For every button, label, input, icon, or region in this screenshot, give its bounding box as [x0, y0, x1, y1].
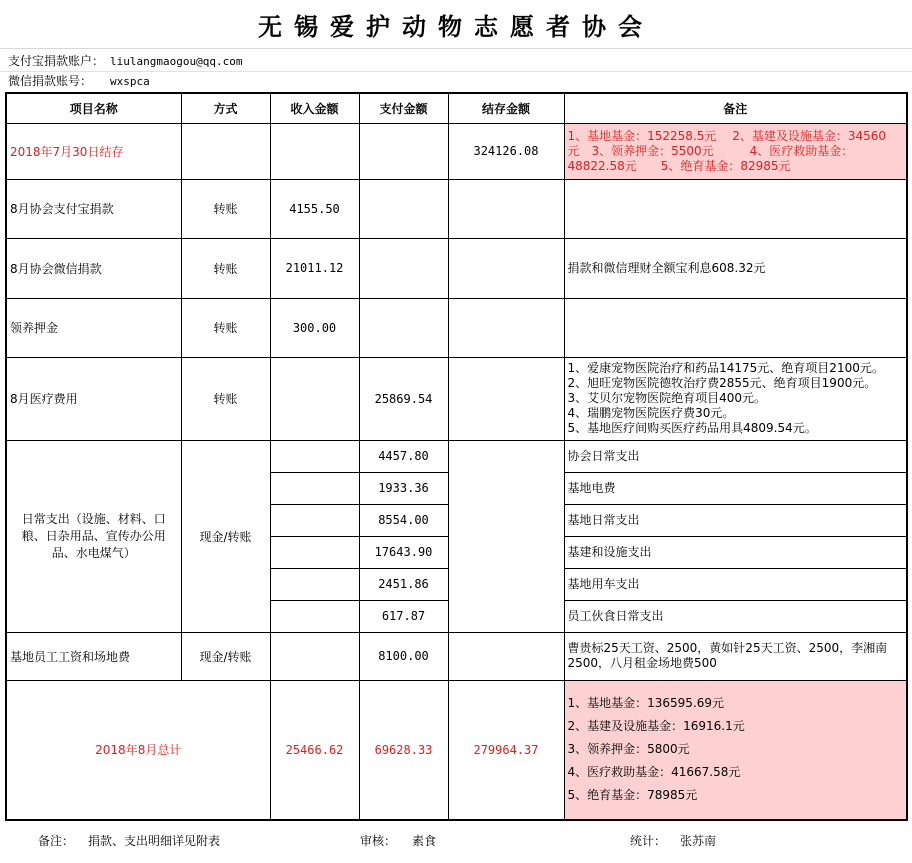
table-row: [6, 680, 907, 820]
salary-note[interactable]: [564, 632, 907, 680]
daily-pay[interactable]: 8554.00: [359, 504, 448, 536]
review-value[interactable]: 素食: [412, 834, 437, 848]
wechat-name[interactable]: 8月协会微信捐款: [6, 238, 181, 298]
salary-name[interactable]: 基地员工工资和场地费: [6, 632, 181, 680]
carry-note-line: 1、基地基金：152258.5元 2、基建及设施基金：34560: [567, 128, 887, 143]
wechat-value[interactable]: wxspca: [110, 75, 150, 88]
table-row: [6, 123, 907, 179]
carry-name[interactable]: 2018年7月30日结存: [6, 123, 181, 179]
daily-balance[interactable]: [448, 440, 564, 632]
daily-income[interactable]: [270, 504, 359, 536]
total-name[interactable]: 2018年8月总计: [6, 680, 270, 820]
header-income[interactable]: 收入金额: [270, 93, 359, 123]
daily-note[interactable]: 基地日常支出: [564, 504, 907, 536]
carry-note-line: 元 3、领养押金：5500元 4、医疗救助基金：: [567, 143, 854, 158]
salary-note-line: 2500，八月租金场地费500: [567, 656, 717, 670]
daily-pay[interactable]: 2451.86: [359, 568, 448, 600]
wechat-account: [8, 71, 150, 91]
table-row: [6, 238, 907, 298]
medical-pay[interactable]: 25869.54: [359, 357, 448, 440]
daily-income[interactable]: [270, 440, 359, 472]
wechat-pay[interactable]: [359, 238, 448, 298]
carry-balance[interactable]: 324126.08: [448, 123, 564, 179]
header-payment[interactable]: 支付金额: [359, 93, 448, 123]
salary-balance[interactable]: [448, 632, 564, 680]
total-income[interactable]: 25466.62: [270, 680, 359, 820]
daily-pay[interactable]: 17643.90: [359, 536, 448, 568]
deposit-balance[interactable]: [448, 298, 564, 357]
deposit-method[interactable]: 转账: [181, 298, 270, 357]
salary-income[interactable]: [270, 632, 359, 680]
carry-income[interactable]: [270, 123, 359, 179]
table-row: [6, 298, 907, 357]
table-row: [6, 632, 907, 680]
table-row: [6, 357, 907, 440]
medical-note-line: 1、爱康宠物医院治疗和药品14175元、绝育项目2100元。: [567, 361, 884, 375]
total-pay[interactable]: 69628.33: [359, 680, 448, 820]
deposit-name[interactable]: 领养押金: [6, 298, 181, 357]
header-row: [6, 93, 907, 123]
carry-method[interactable]: [181, 123, 270, 179]
wechat-method[interactable]: 转账: [181, 238, 270, 298]
table-row: [6, 440, 907, 472]
daily-note[interactable]: 基建和设施支出: [564, 536, 907, 568]
header-balance[interactable]: 结存金额: [448, 93, 564, 123]
daily-income[interactable]: [270, 568, 359, 600]
medical-note-line: 5、基地医疗间购买医疗药品用具4809.54元。: [567, 421, 817, 435]
alipay-method[interactable]: 转账: [181, 179, 270, 238]
medical-balance[interactable]: [448, 357, 564, 440]
wechat-income[interactable]: 21011.12: [270, 238, 359, 298]
finance-table: [5, 92, 908, 821]
footer-stat: [630, 827, 716, 855]
deposit-pay[interactable]: [359, 298, 448, 357]
alipay-income[interactable]: 4155.50: [270, 179, 359, 238]
page-title: 无锡爱护动物志愿者协会: [0, 0, 912, 49]
daily-note[interactable]: 员工伙食日常支出: [564, 600, 907, 632]
header-method[interactable]: 方式: [181, 93, 270, 123]
daily-pay[interactable]: 1933.36: [359, 472, 448, 504]
alipay-note[interactable]: [564, 179, 907, 238]
carry-pay[interactable]: [359, 123, 448, 179]
daily-income[interactable]: [270, 536, 359, 568]
alipay-value[interactable]: liulangmaogou@qq.com: [110, 55, 243, 68]
total-balance[interactable]: 279964.37: [448, 680, 564, 820]
daily-pay[interactable]: 617.87: [359, 600, 448, 632]
alipay-account: [8, 51, 242, 71]
daily-note[interactable]: 基地用车支出: [564, 568, 907, 600]
wechat-balance[interactable]: [448, 238, 564, 298]
daily-pay[interactable]: 4457.80: [359, 440, 448, 472]
daily-name[interactable]: 日常支出（设施、材料、口粮、日杂用品、宣传办公用品、水电煤气）: [6, 440, 181, 632]
carry-note-line: 48822.58元 5、绝育基金：82985元: [567, 158, 791, 173]
medical-method[interactable]: 转账: [181, 357, 270, 440]
total-note-line: 4、医疗救助基金：41667.58元: [567, 765, 741, 780]
medical-note[interactable]: [564, 357, 907, 440]
wechat-label: 微信捐款账号：: [8, 74, 93, 88]
carry-note[interactable]: [564, 123, 907, 179]
alipay-label: 支付宝捐款账户：: [8, 54, 105, 68]
daily-method[interactable]: 现金/转账: [181, 440, 270, 632]
salary-note-line: 曹贵标25天工资、2500，黄如针25天工资、2500，李湘南: [567, 641, 888, 655]
medical-income[interactable]: [270, 357, 359, 440]
total-note-line: 3、领养押金：5800元: [567, 742, 690, 757]
salary-method[interactable]: 现金/转账: [181, 632, 270, 680]
total-note-line: 2、基建及设施基金：16916.1元: [567, 719, 745, 734]
wechat-note[interactable]: 捐款和微信理财全额宝利息608.32元: [564, 238, 907, 298]
medical-note-line: 2、旭旺宠物医院德牧治疗费2855元、绝育项目1900元。: [567, 376, 877, 390]
total-note[interactable]: [564, 680, 907, 820]
alipay-pay[interactable]: [359, 179, 448, 238]
daily-note[interactable]: 协会日常支出: [564, 440, 907, 472]
header-remarks[interactable]: 备注: [564, 93, 907, 123]
footer-review: [360, 827, 436, 855]
total-note-line: 1、基地基金：136595.69元: [567, 696, 725, 711]
alipay-balance[interactable]: [448, 179, 564, 238]
deposit-income[interactable]: 300.00: [270, 298, 359, 357]
deposit-note[interactable]: [564, 298, 907, 357]
salary-pay[interactable]: 8100.00: [359, 632, 448, 680]
medical-note-line: 4、瑞鹏宠物医院医疗费30元。: [567, 406, 735, 420]
daily-note[interactable]: 基地电费: [564, 472, 907, 504]
total-note-line: 5、绝育基金：78985元: [567, 788, 698, 803]
remark-value[interactable]: 捐款、支出明细详见附表: [88, 834, 221, 848]
header-item-name[interactable]: 项目名称: [6, 93, 181, 123]
stat-label: 统计：: [630, 834, 667, 848]
remark-label: 备注：: [38, 834, 75, 848]
table-row: [6, 179, 907, 238]
daily-income[interactable]: [270, 600, 359, 632]
daily-income[interactable]: [270, 472, 359, 504]
medical-name[interactable]: 8月医疗费用: [6, 357, 181, 440]
stat-value[interactable]: 张苏南: [680, 834, 717, 848]
review-label: 审核：: [360, 834, 397, 848]
alipay-name[interactable]: 8月协会支付宝捐款: [6, 179, 181, 238]
footer-remark: [38, 827, 220, 855]
medical-note-line: 3、艾贝尔宠物医院绝育项目400元。: [567, 391, 767, 405]
